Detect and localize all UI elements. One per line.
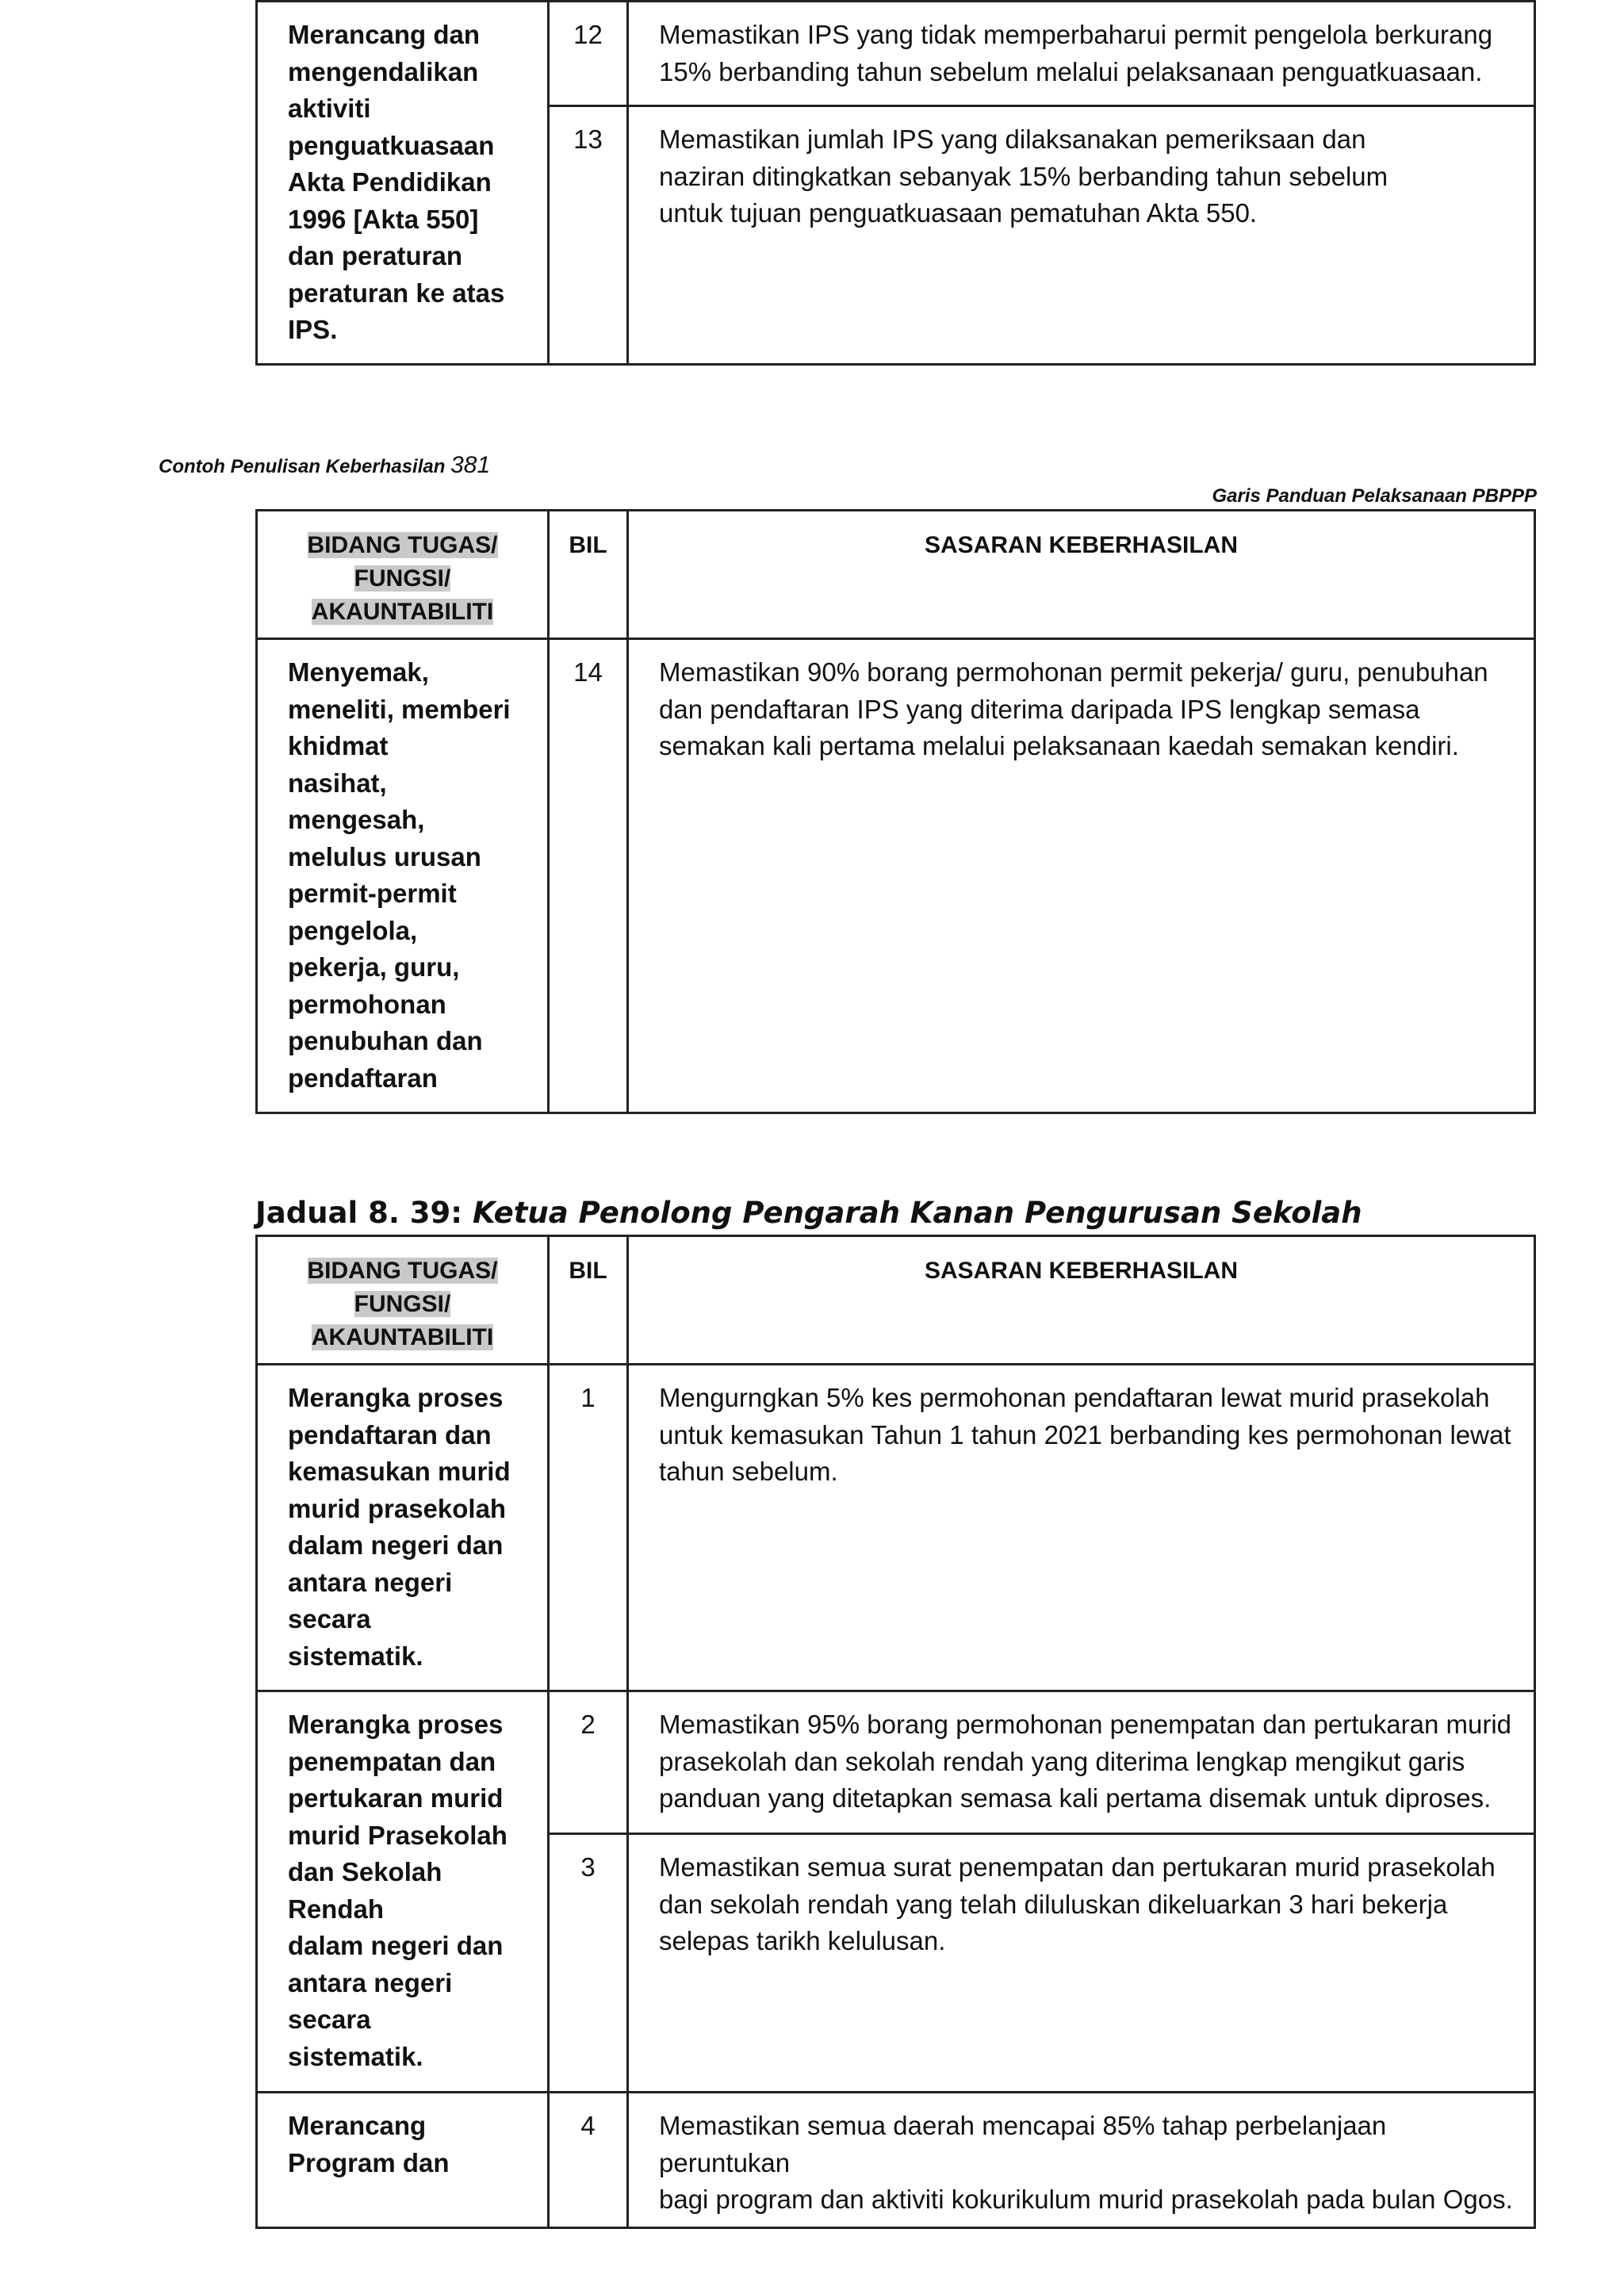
target-cell: Memastikan IPS yang tidak memperbaharui permit pengelola berkurang 15% berbanding tahun sebelum melalui pelaksanaan penguatkuasaan. bbox=[628, 2, 1535, 106]
table-caption-title: Ketua Penolong Pengarah Kanan Pengurusan Sekolah bbox=[472, 1196, 1362, 1230]
area-cell: Merancang Program dan bbox=[257, 2093, 549, 2228]
target-cell: Memastikan semua daerah mencapai 85% tahap perbelanjaan peruntukan bagi program dan aktiviti kokurikulum murid prasekolah pada bulan Ogos. bbox=[628, 2093, 1535, 2228]
table-header-row bbox=[257, 511, 1535, 639]
area-cell: Menyemak, meneliti, memberi khidmat nasihat, mengesah, melulus urusan permit-permit pengelola, pekerja, guru, permohonan penubuhan dan pendaftaran bbox=[257, 639, 549, 1113]
bil-cell: 4 bbox=[549, 2093, 628, 2228]
table-row bbox=[257, 1691, 1535, 1834]
header-area bbox=[257, 511, 549, 639]
header-bil: BIL bbox=[549, 1236, 628, 1365]
header-area-line1: BIDANG TUGAS/ bbox=[307, 1258, 498, 1284]
table-caption bbox=[255, 1196, 1362, 1230]
header-target: SASARAN KEBERHASILAN bbox=[628, 511, 1535, 639]
bil-cell: 3 bbox=[549, 1834, 628, 2093]
page-footer-label: Contoh Penulisan Keberhasilan bbox=[159, 456, 446, 477]
bil-cell: 12 bbox=[549, 2, 628, 106]
page-number: 381 bbox=[450, 452, 491, 478]
header-area-line3: AKAUNTABILITI bbox=[311, 1324, 494, 1350]
area-cell: Merangka proses penempatan dan pertukaran murid murid Prasekolah dan Sekolah Rendah dalam negeri dan antara negeri secara sistematik. bbox=[257, 1691, 549, 2093]
table-caption-prefix: Jadual 8. 39: bbox=[255, 1196, 473, 1230]
header-area-line2: FUNGSI/ bbox=[354, 565, 451, 592]
header-area bbox=[257, 1236, 549, 1365]
header-area-line2: FUNGSI/ bbox=[354, 1291, 451, 1317]
target-cell: Memastikan jumlah IPS yang dilaksanakan pemeriksaan dan naziran ditingkatkan sebanyak 15% berbanding tahun sebelum untuk tujuan penguatkuasaan pematuhan Akta 550. bbox=[628, 106, 1535, 365]
table-mid bbox=[255, 509, 1536, 1114]
target-cell: Mengurngkan 5% kes permohonan pendaftaran lewat murid prasekolah untuk kemasukan Tahun 1 tahun 2021 berbanding kes permohonan lewat tahun sebelum. bbox=[628, 1365, 1535, 1691]
header-target: SASARAN KEBERHASILAN bbox=[628, 1236, 1535, 1365]
area-cell: Merancang dan mengendalikan aktiviti penguatkuasaan Akta Pendidikan 1996 [Akta 550] dan peraturan peraturan ke atas IPS. bbox=[257, 2, 549, 365]
target-cell: Memastikan semua surat penempatan dan pertukaran murid prasekolah dan sekolah rendah yang telah diluluskan dikeluarkan 3 hari bekerja selepas tarikh kelulusan. bbox=[628, 1834, 1535, 2093]
page-header: Garis Panduan Pelaksanaan PBPPP bbox=[1212, 485, 1537, 507]
bil-cell: 1 bbox=[549, 1365, 628, 1691]
bil-cell: 13 bbox=[549, 106, 628, 365]
table-row bbox=[257, 2093, 1535, 2228]
table-top bbox=[255, 0, 1536, 366]
table-header-row bbox=[257, 1236, 1535, 1365]
page-footer bbox=[159, 452, 490, 479]
target-cell: Memastikan 95% borang permohonan penempatan dan pertukaran murid prasekolah dan sekolah rendah yang diterima lengkap mengikut garis panduan yang ditetapkan semasa kali pertama disemak untuk diproses. bbox=[628, 1691, 1535, 1834]
area-cell: Merangka proses pendaftaran dan kemasukan murid murid prasekolah dalam negeri dan antara negeri secara sistematik. bbox=[257, 1365, 549, 1691]
header-area-line3: AKAUNTABILITI bbox=[311, 599, 494, 625]
table-bottom bbox=[255, 1235, 1536, 2229]
target-cell: Memastikan 90% borang permohonan permit pekerja/ guru, penubuhan dan pendaftaran IPS yang diterima daripada IPS lengkap semasa semakan kali pertama melalui pelaksanaan kaedah semakan kendiri. bbox=[628, 639, 1535, 1113]
table-row bbox=[257, 1365, 1535, 1691]
bil-cell: 2 bbox=[549, 1691, 628, 1834]
header-bil: BIL bbox=[549, 511, 628, 639]
table-row bbox=[257, 639, 1535, 1113]
table-row bbox=[257, 2, 1535, 106]
bil-cell: 14 bbox=[549, 639, 628, 1113]
header-area-line1: BIDANG TUGAS/ bbox=[307, 532, 498, 558]
